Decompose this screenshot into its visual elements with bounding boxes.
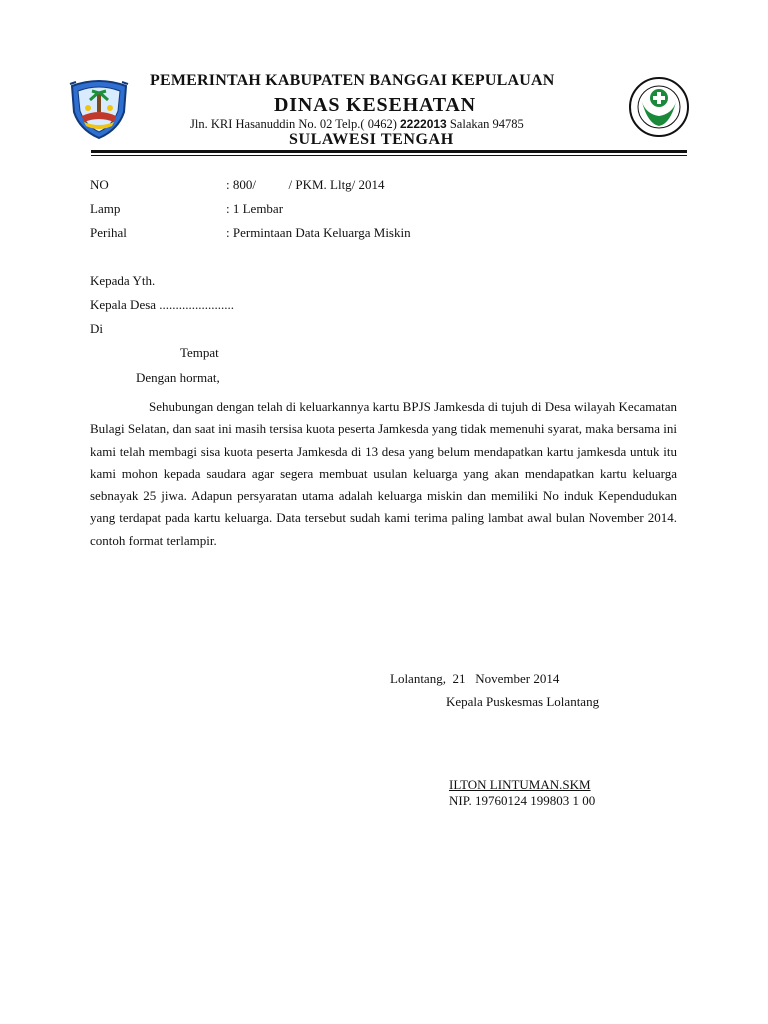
attachment-value: : 1 Lembar	[226, 201, 284, 216]
letterhead-divider-thin	[91, 155, 687, 156]
regency-emblem-logo	[66, 78, 132, 140]
subject-value: : Permintaan Data Keluarga Miskin	[226, 225, 411, 240]
salutation: Dengan hormat,	[136, 370, 220, 385]
number-label: NO	[90, 177, 109, 192]
address-phone: 2222013	[400, 117, 447, 131]
attachment-label: Lamp	[90, 201, 121, 216]
bakti-husada-logo	[628, 76, 690, 138]
letter-body-text: Sehubungan dengan telah di keluarkannya kartu BPJS Jamkesda di tujuh di Desa wilayah Kecamatan Bulagi Selatan, dan saat ini masih tersisa kuota peserta Jamkesda yang tidak memenuhi syarat, maka bersama ini kami telah membagi sisa kuota peserta Jamkesda di 13 desa yang belum mendapatkan kartu jamkesda untuk itu kami mohon kepada saudara agar segera membuat usulan keluarga yang akan mendapatkan kartu keluarga sebnayak 25 jiwa. Adapun persyaratan utama adalah keluarga miskin dan memiliki No induk Kependudukan yang terdapat pada kartu keluarga. Data tersebut sudah kami terima paling lambat awal bulan November 2014. contoh format terlampir.	[90, 399, 677, 548]
letterhead-government: PEMERINTAH KABUPATEN BANGGAI KEPULAUAN	[150, 72, 555, 89]
letterhead-province: SULAWESI TENGAH	[289, 131, 454, 148]
subject-label: Perihal	[90, 225, 127, 240]
signer-name: ILTON LINTUMAN.SKM	[449, 777, 591, 792]
letterhead-address	[190, 117, 524, 132]
letterhead-divider-thick	[91, 150, 687, 153]
place-date: Lolantang, 21 November 2014	[390, 671, 560, 686]
number-value: : 800/ / PKM. Lltg/ 2014	[226, 177, 385, 192]
signer-nip: NIP. 19760124 199803 1 00	[449, 793, 596, 808]
address-suffix: Salakan 94785	[446, 117, 524, 131]
recipient-line-2: Kepala Desa .......................	[90, 297, 235, 312]
letter-body	[90, 396, 677, 552]
recipient-line-1: Kepada Yth.	[90, 273, 156, 288]
signer-position: Kepala Puskesmas Lolantang	[446, 694, 600, 709]
recipient-line-3: Di	[90, 321, 103, 336]
recipient-line-4: Tempat	[180, 345, 219, 360]
address-prefix: Jln. KRI Hasanuddin No. 02 Telp.( 0462)	[190, 117, 400, 131]
letterhead-agency: DINAS KESEHATAN	[274, 94, 476, 116]
